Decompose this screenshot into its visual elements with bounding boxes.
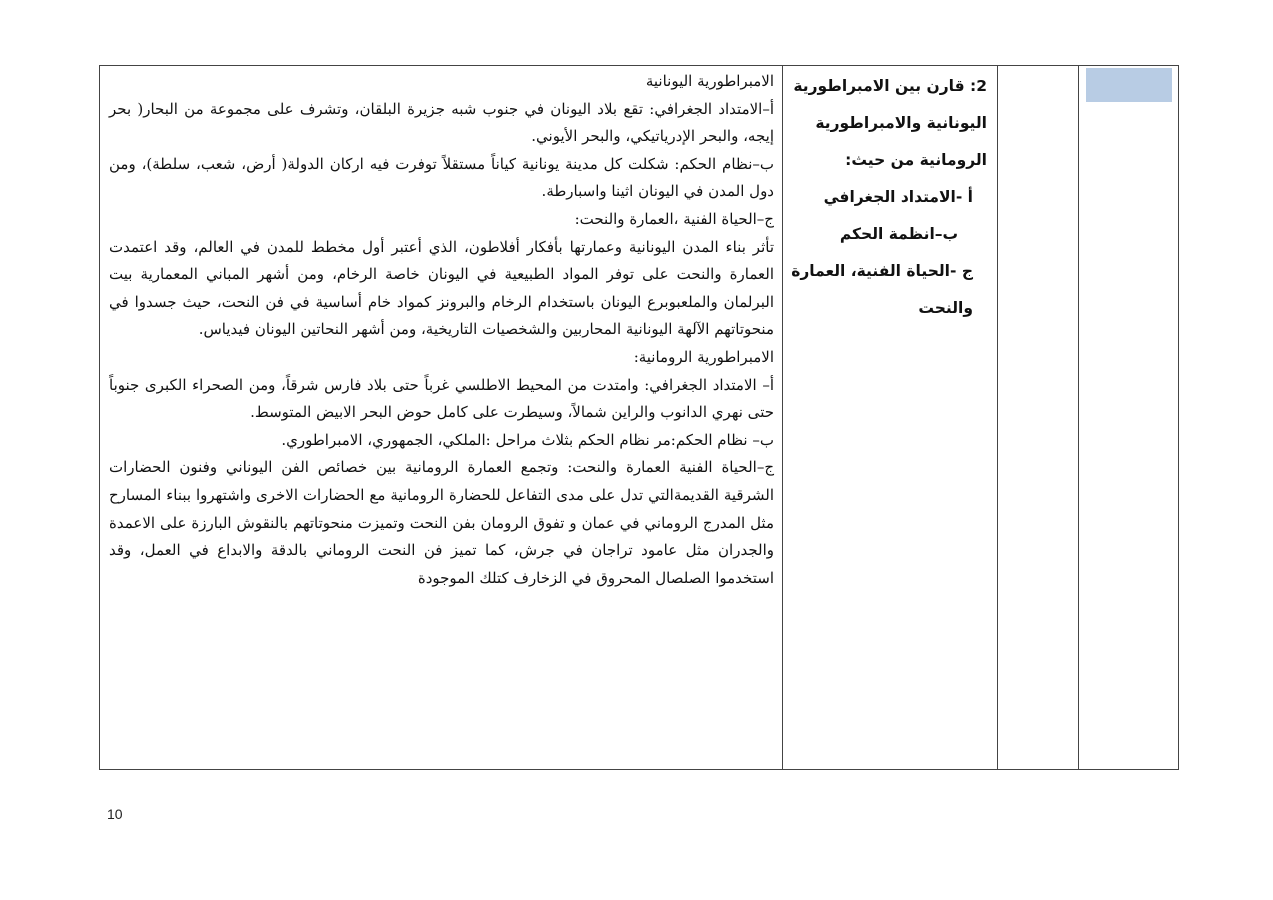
- lesson-table: [99, 65, 1179, 770]
- greek-art-paragraph: تأثر بناء المدن اليونانية وعمارتها بأفكار أفلاطون، الذي أعتبر أول مخطط للمدن في العالم، وقد اعتمدت العمارة والنحت على توفر المواد الطبيعية في اليونان خاصة الرخام، ومن أشهر المباني المعمارية بيت البرلمان والملعبوبرع اليونان باستخدام الرخام والبرونز كمواد خام أساسية في فن النحت، حيث جسدوا في منحوتاتهم الآلهة اليونانية المحاربين والشخصيات التاريخية، ومن أشهر النحاتين اليونان فيدياس.: [109, 237, 774, 339]
- question-item-geography: أ -الامتداد الجغرافي: [823, 188, 973, 206]
- roman-art-paragraph: ج–الحياة الفنية العمارة والنحت: وتجمع العمارة الرومانية بين خصائص الفن اليوناني وفنون الحضارات الشرقية القديمةالتي تدل على مدى التفاعل للحضارة الرومانية مع الحضارات الاخرى واشتهروا ببناء المسارح مثل المدرج الروماني في عمان و تفوق الرومان بفن النحت وتميزت منحوتاتهم بالنقوش البارزة على الاعمدة والجدران مثل عامود تراجان في جرش، كما تميز فن النحت الروماني بالدقة والابداع في العمل، وقد استخدموا الصلصال المحروق في الزخارف كتلك الموجودة: [109, 458, 774, 587]
- greek-empire-heading: الامبراطورية اليونانية: [645, 72, 774, 90]
- roman-empire-heading: الامبراطورية الرومانية:: [633, 347, 774, 366]
- question-text: [783, 66, 997, 327]
- roman-government-paragraph: ب– نظام الحكم:مر نظام الحكم بثلاث مراحل :الملكي، الجمهوري، الامبراطوري.: [281, 430, 774, 449]
- greek-geography-paragraph: أ–الامتداد الجغرافي: تقع بلاد اليونان في جنوب شبه جزيرة البلقان، وتشرف على مجموعة من البحار( بحر إيجه، والبحر الإدرياتيكي، والبحر الأيوني.: [109, 99, 774, 146]
- content-cell: [100, 66, 783, 770]
- page-number: 10: [107, 806, 123, 822]
- roman-geography-paragraph: أ– الامتداد الجغرافي: وامتدت من المحيط الاطلسي غرباً حتى بلاد فارس شرقاً، ومن الصحراء الكبرى جنوباً حتى نهري الدانوب والراين شمالاً، وسيطرت على كامل حوض البحر الابيض المتوسط.: [109, 375, 774, 422]
- empty-cell: [998, 66, 1079, 770]
- greek-government-paragraph: ب–نظام الحكم: شكلت كل مدينة يونانية كياناً مستقلاً توفرت فيه اركان الدولة( أرض، شعب، سلطة)، ومن دول المدن في اليونان اثينا واسبارطة.: [109, 154, 774, 201]
- question-item-art: ج -الحياة الفنية، العمارة والنحت: [791, 262, 973, 317]
- answer-text: [100, 66, 782, 769]
- question-cell: [783, 66, 998, 770]
- shaded-highlight-box: [1086, 68, 1172, 102]
- shaded-cell: [1079, 66, 1179, 770]
- table-row: [100, 66, 1179, 770]
- question-title: 2: قارن بين الامبراطورية اليونانية والامبراطورية الرومانية من حيث:: [793, 77, 987, 169]
- question-item-government: ب–انظمة الحكم: [839, 225, 959, 243]
- greek-art-heading: ج–الحياة الفنية ،العمارة والنحت:: [574, 209, 774, 228]
